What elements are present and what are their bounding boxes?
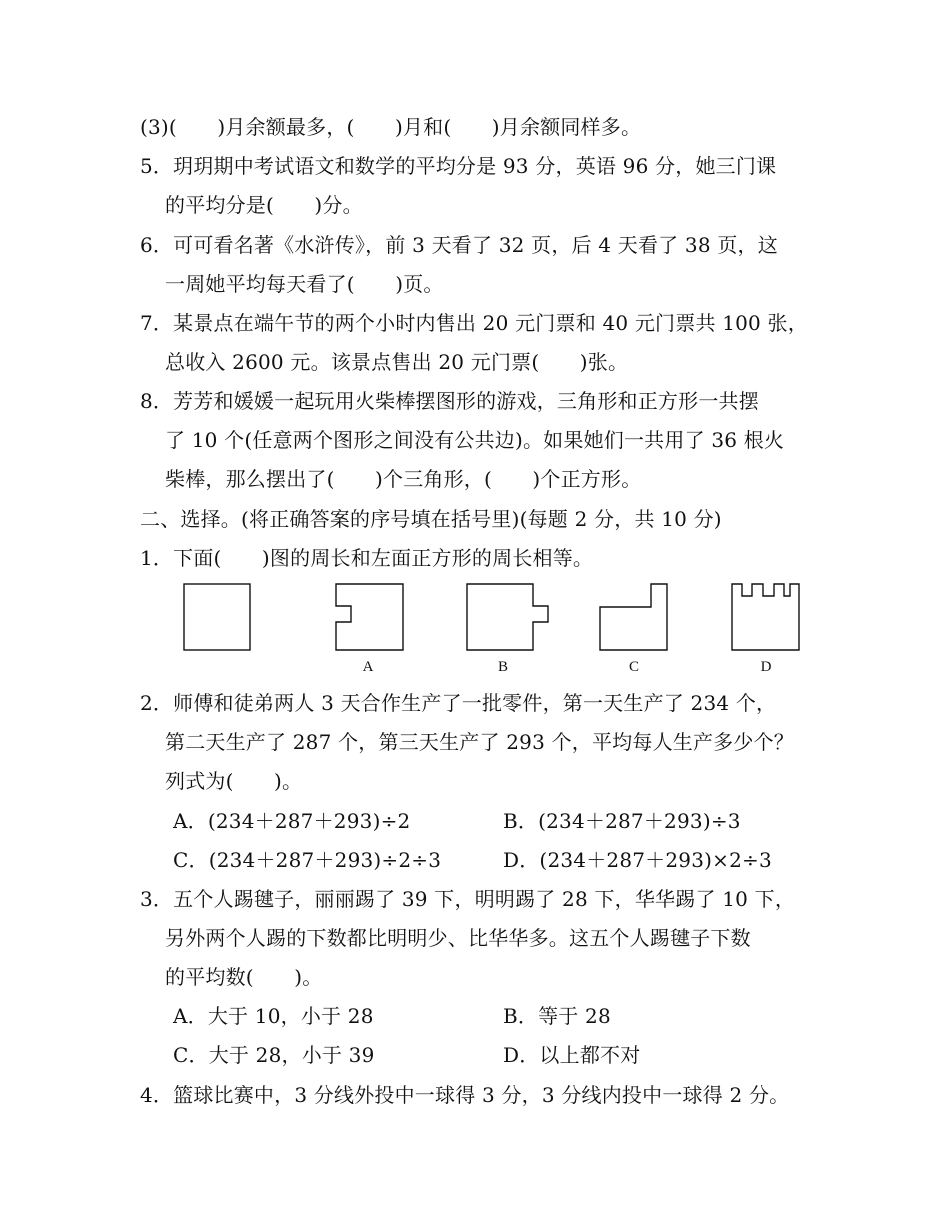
figure-b-shape [467,584,548,650]
q7-line-1: 7．某景点在端午节的两个小时内售出 20 元门票和 40 元门票共 100 张， [140,311,808,335]
mc2-option-c: C．(234＋287＋293)÷2÷3 [173,848,442,872]
mc3-option-d: D．以上都不对 [503,1043,641,1067]
figure-a-label: A [362,659,374,675]
figure-c-shape [600,584,667,650]
figure-d-label: D [760,659,772,675]
figure-b-label: B [497,659,508,675]
q6-line-1: 6．可可看名著《水浒传》，前 3 天看了 32 页，后 4 天看了 38 页，这 [140,233,778,257]
q5-line-2: 的平均分是( )分。 [165,193,363,217]
figure-c-label: C [628,659,639,675]
q7-line-2: 总收入 2600 元。该景点售出 20 元门票( )张。 [165,350,629,374]
mc2-line-3: 列式为( )。 [165,769,303,793]
figure-a-shape [336,584,403,650]
mc2-option-b: B．(234＋287＋293)÷3 [503,809,741,833]
mc2-line-2: 第二天生产了 287 个，第三天生产了 293 个，平均每人生产多少个？ [165,730,794,754]
mc2-option-a: A．(234＋287＋293)÷2 [173,809,411,833]
mc3-option-b: B．等于 28 [503,1004,611,1028]
q8-line-1: 8．芳芳和媛媛一起玩用火柴棒摆图形的游戏，三角形和正方形一共摆 [140,389,759,413]
mc3-line-3: 的平均数( )。 [165,965,323,989]
reference-square-figure [184,584,250,650]
mc3-option-a: A．大于 10，小于 28 [173,1004,374,1028]
q8-line-3: 柴棒，那么摆出了( )个三角形，( )个正方形。 [165,467,642,491]
mc3-line-2: 另外两个人踢的下数都比明明少、比华华多。这五个人踢毽子下数 [165,926,751,950]
mc2-option-d: D．(234＋287＋293)×2÷3 [503,848,772,872]
mc3-option-c: C．大于 28，小于 39 [173,1043,375,1067]
q6-line-2: 一周她平均每天看了( )页。 [165,272,444,296]
mc4-line-1: 4．篮球比赛中，3 分线外投中一球得 3 分，3 分线内投中一球得 2 分。 [140,1083,790,1107]
mc1-question: 1．下面( )图的周长和左面正方形的周长相等。 [140,546,594,570]
mc2-line-1: 2．师傅和徒弟两人 3 天合作生产了一批零件，第一天生产了 234 个， [140,691,777,715]
q5-line-1: 5．玥玥期中考试语文和数学的平均分是 93 分，英语 96 分，她三门课 [140,154,777,178]
figure-d-shape [732,584,799,650]
mc3-line-1: 3．五个人踢毽子，丽丽踢了 39 下，明明踢了 28 下，华华踢了 10 下， [140,887,796,911]
q-line-4-3: (3)( )月余额最多，( )月和( )月余额同样多。 [140,115,642,139]
section-2-heading: 二、选择。(将正确答案的序号填在括号里)(每题 2 分，共 10 分) [140,507,722,531]
q8-line-2: 了 10 个(任意两个图形之间没有公共边)。如果她们一共用了 36 根火 [165,428,785,452]
